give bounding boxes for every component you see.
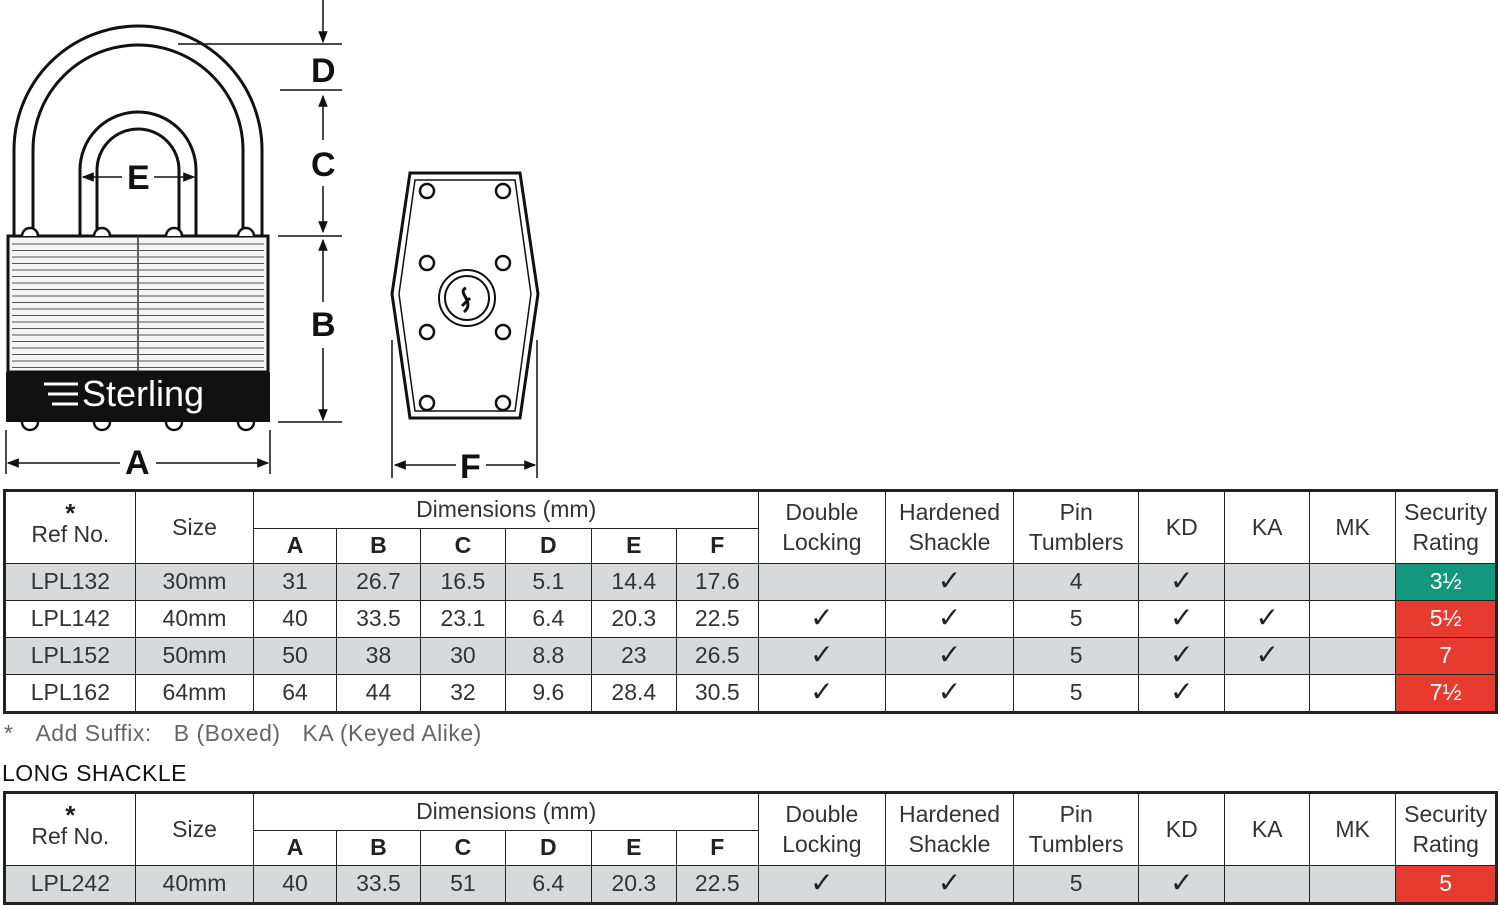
- checkmark-icon: ✓: [1170, 601, 1194, 633]
- checkmark-icon: ✓: [810, 866, 834, 898]
- cell-ref-no: LPL132: [5, 564, 136, 601]
- cell-dim-f: 30.5: [676, 675, 759, 713]
- header-ka: KA: [1225, 491, 1309, 564]
- cell-dim-b: 33.5: [336, 601, 420, 638]
- header-dim-d: D: [505, 831, 591, 866]
- shackle-shape: [14, 26, 262, 236]
- cell-pin-tumblers: 5: [1014, 601, 1139, 638]
- table-row: [5, 866, 1497, 904]
- standard-shackle-table: [3, 489, 1498, 714]
- cell-mk: [1309, 638, 1395, 675]
- table-row: [5, 564, 1497, 601]
- cell-hardened-shackle: [885, 675, 1014, 713]
- cell-kd: [1139, 638, 1225, 675]
- header-dim-d: D: [505, 529, 591, 564]
- cell-security-rating: 3½: [1396, 564, 1497, 601]
- cell-dim-a: 40: [254, 866, 336, 904]
- cell-size: 30mm: [135, 564, 254, 601]
- cell-dim-d: 6.4: [505, 601, 591, 638]
- header-security-rating: Security Rating: [1396, 491, 1497, 564]
- header-size: Size: [135, 793, 254, 866]
- cell-security-rating: 7½: [1396, 675, 1497, 713]
- cell-kd: [1139, 601, 1225, 638]
- cell-ka: [1225, 866, 1309, 904]
- header-dim-f: F: [676, 529, 759, 564]
- cell-dim-f: 17.6: [676, 564, 759, 601]
- header-ka: KA: [1225, 793, 1309, 866]
- cell-security-rating: 5: [1396, 866, 1497, 904]
- cell-dim-a: 31: [254, 564, 336, 601]
- cell-dim-d: 8.8: [505, 638, 591, 675]
- checkmark-icon: ✓: [1170, 866, 1194, 898]
- dim-label-e: E: [127, 159, 150, 197]
- cell-size: 40mm: [135, 601, 254, 638]
- checkmark-icon: ✓: [1255, 601, 1279, 633]
- cell-dim-e: 28.4: [592, 675, 676, 713]
- cell-dim-a: 40: [254, 601, 336, 638]
- cell-dim-a: 64: [254, 675, 336, 713]
- header-hardened-shackle: Hardened Shackle: [885, 793, 1014, 866]
- checkmark-icon: ✓: [810, 638, 834, 670]
- dim-label-f: F: [460, 448, 481, 486]
- header-size: Size: [135, 491, 254, 564]
- header-double-locking: Double Locking: [759, 491, 886, 564]
- cell-dim-e: 23: [592, 638, 676, 675]
- cell-hardened-shackle: [885, 638, 1014, 675]
- cell-ref-no: LPL162: [5, 675, 136, 713]
- cell-dim-c: 30: [421, 638, 505, 675]
- cell-dim-f: 22.5: [676, 866, 759, 904]
- header-dim-b: B: [336, 831, 420, 866]
- cell-mk: [1309, 564, 1395, 601]
- cell-ref-no: LPL242: [5, 866, 136, 904]
- checkmark-icon: ✓: [937, 638, 962, 670]
- checkmark-icon: ✓: [937, 675, 962, 707]
- cell-dim-e: 20.3: [592, 866, 676, 904]
- header-mk: MK: [1309, 491, 1395, 564]
- header-ref-no: * Ref No.: [5, 793, 136, 866]
- cell-pin-tumblers: 5: [1014, 675, 1139, 713]
- table-row: [5, 675, 1497, 713]
- header-dim-c: C: [421, 529, 505, 564]
- cell-double-locking: [759, 675, 886, 713]
- header-dim-a: A: [254, 831, 336, 866]
- cell-dim-c: 23.1: [421, 601, 505, 638]
- header-dim-b: B: [336, 529, 420, 564]
- header-mk: MK: [1309, 793, 1395, 866]
- checkmark-icon: ✓: [1170, 638, 1194, 670]
- header-double-locking: Double Locking: [759, 793, 886, 866]
- header-dim-e: E: [592, 831, 676, 866]
- cell-double-locking: [759, 564, 886, 601]
- cell-ref-no: LPL142: [5, 601, 136, 638]
- dim-label-b: B: [311, 306, 336, 344]
- table-row: [5, 638, 1497, 675]
- checkmark-icon: ✓: [810, 675, 834, 707]
- cell-security-rating: 5½: [1396, 601, 1497, 638]
- header-hardened-shackle: Hardened Shackle: [885, 491, 1014, 564]
- cell-double-locking: [759, 638, 886, 675]
- cell-kd: [1139, 564, 1225, 601]
- cell-size: 40mm: [135, 866, 254, 904]
- cell-dim-b: 26.7: [336, 564, 420, 601]
- cell-dim-d: 5.1: [505, 564, 591, 601]
- cell-pin-tumblers: 4: [1014, 564, 1139, 601]
- cell-size: 50mm: [135, 638, 254, 675]
- cell-ka: [1225, 638, 1309, 675]
- dim-label-d: D: [311, 52, 336, 90]
- cell-ka: [1225, 601, 1309, 638]
- cell-hardened-shackle: [885, 866, 1014, 904]
- cell-mk: [1309, 866, 1395, 904]
- lock-body: [6, 228, 270, 430]
- cell-dim-e: 14.4: [592, 564, 676, 601]
- header-pin-tumblers: Pin Tumblers: [1014, 491, 1139, 564]
- cell-dim-d: 9.6: [505, 675, 591, 713]
- cell-double-locking: [759, 866, 886, 904]
- checkmark-icon: ✓: [1170, 564, 1194, 596]
- brand-logo-text: Sterling: [82, 373, 205, 414]
- header-ref-no: * Ref No.: [5, 491, 136, 564]
- suffix-note: * Add Suffix: B (Boxed) KA (Keyed Alike): [4, 720, 482, 746]
- checkmark-icon: ✓: [810, 601, 834, 633]
- padlock-dimension-diagram: [0, 0, 560, 488]
- header-dimensions: Dimensions (mm): [254, 793, 759, 831]
- header-security-rating: Security Rating: [1396, 793, 1497, 866]
- cell-dim-c: 32: [421, 675, 505, 713]
- cell-size: 64mm: [135, 675, 254, 713]
- cell-dim-b: 44: [336, 675, 420, 713]
- checkmark-icon: ✓: [937, 601, 962, 633]
- checkmark-icon: ✓: [1255, 638, 1279, 670]
- cell-dim-a: 50: [254, 638, 336, 675]
- cell-pin-tumblers: 5: [1014, 638, 1139, 675]
- cell-ka: [1225, 675, 1309, 713]
- table-row: [5, 601, 1497, 638]
- header-dimensions: Dimensions (mm): [254, 491, 759, 529]
- header-kd: KD: [1139, 793, 1225, 866]
- cell-hardened-shackle: [885, 564, 1014, 601]
- header-pin-tumblers: Pin Tumblers: [1014, 793, 1139, 866]
- long-shackle-table: [3, 791, 1498, 905]
- cell-double-locking: [759, 601, 886, 638]
- cell-dim-f: 26.5: [676, 638, 759, 675]
- cell-mk: [1309, 675, 1395, 713]
- header-kd: KD: [1139, 491, 1225, 564]
- dim-label-c: C: [311, 146, 336, 184]
- cell-security-rating: 7: [1396, 638, 1497, 675]
- dim-label-a: A: [125, 444, 150, 482]
- checkmark-icon: ✓: [937, 866, 962, 898]
- cell-ref-no: LPL152: [5, 638, 136, 675]
- checkmark-icon: ✓: [937, 564, 962, 596]
- checkmark-icon: ✓: [1170, 675, 1194, 707]
- cell-dim-c: 51: [421, 866, 505, 904]
- cell-mk: [1309, 601, 1395, 638]
- header-dim-c: C: [421, 831, 505, 866]
- cell-dim-c: 16.5: [421, 564, 505, 601]
- cell-ka: [1225, 564, 1309, 601]
- cell-dim-b: 33.5: [336, 866, 420, 904]
- cell-dim-e: 20.3: [592, 601, 676, 638]
- cell-dim-f: 22.5: [676, 601, 759, 638]
- lock-base-plate: [392, 173, 538, 418]
- cell-kd: [1139, 866, 1225, 904]
- cell-dim-b: 38: [336, 638, 420, 675]
- header-dim-e: E: [592, 529, 676, 564]
- cell-pin-tumblers: 5: [1014, 866, 1139, 904]
- cell-kd: [1139, 675, 1225, 713]
- cell-dim-d: 6.4: [505, 866, 591, 904]
- header-dim-a: A: [254, 529, 336, 564]
- cell-hardened-shackle: [885, 601, 1014, 638]
- header-dim-f: F: [676, 831, 759, 866]
- long-shackle-heading: LONG SHACKLE: [2, 760, 187, 786]
